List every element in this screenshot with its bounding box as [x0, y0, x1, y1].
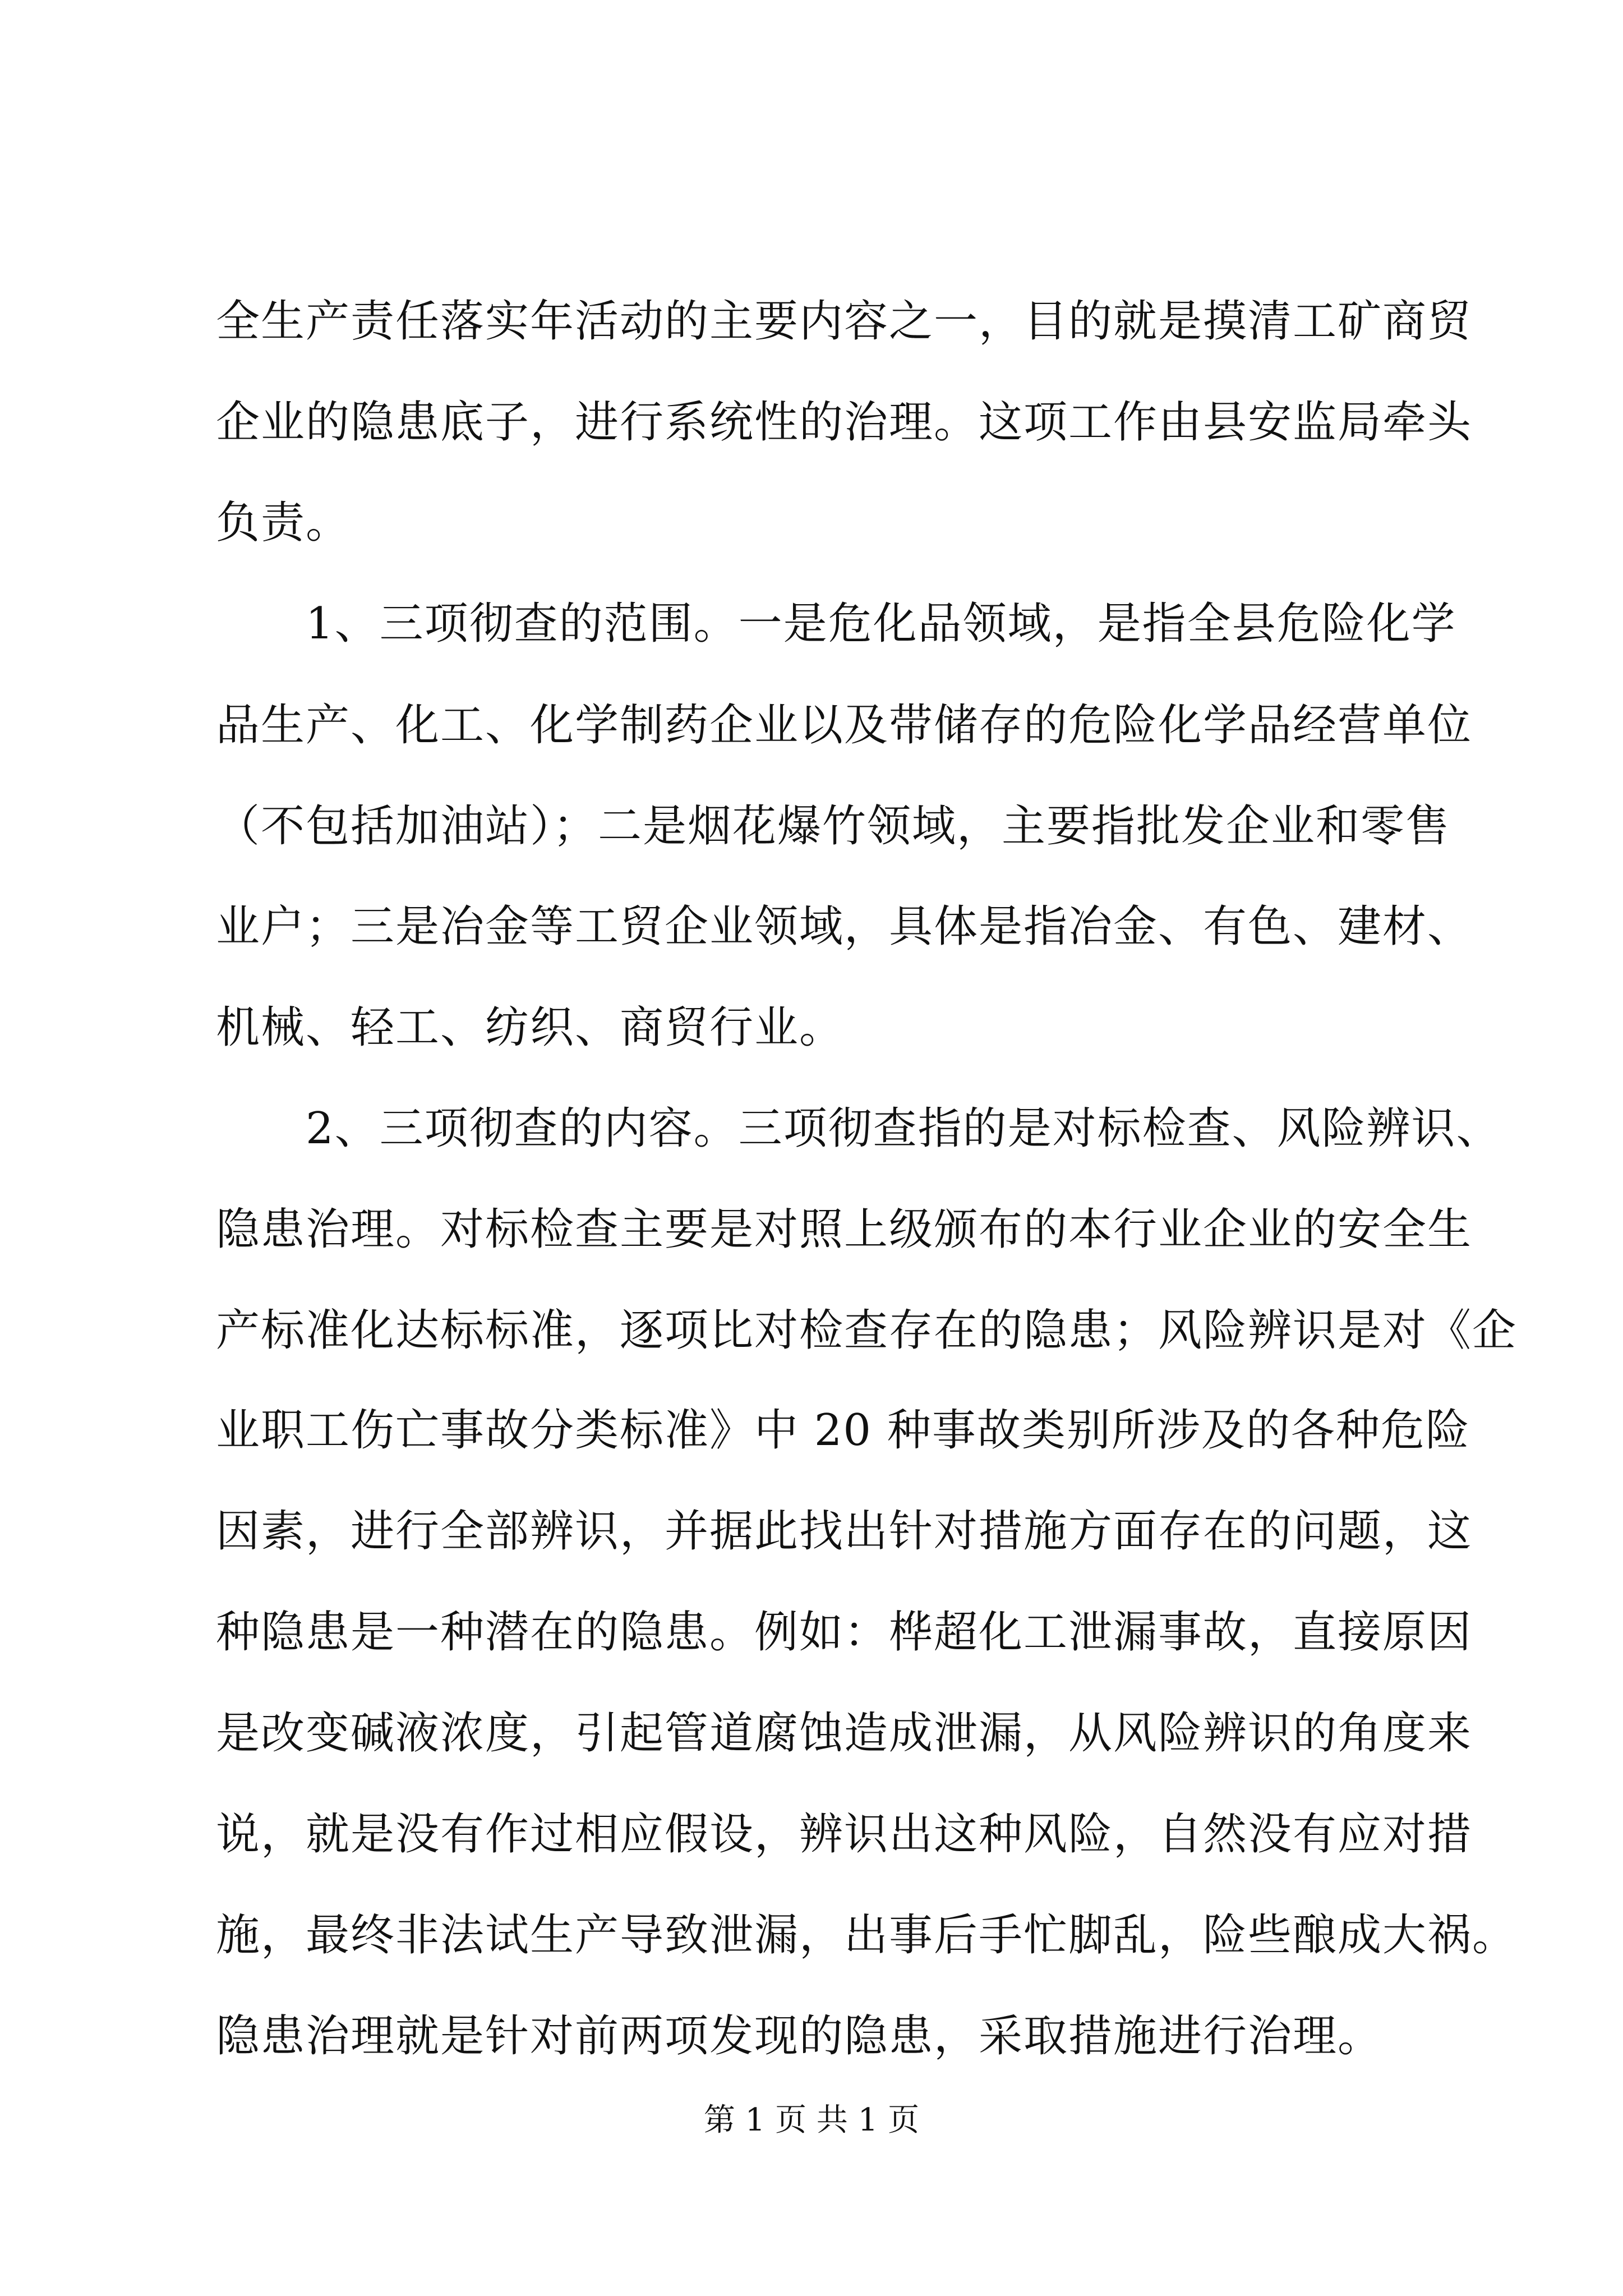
text-line: （不包括加油站）；二是烟花爆竹领域，主要指批发企业和零售: [216, 801, 1451, 852]
text-line: 全生产责任落实年活动的主要内容之一，目的就是摸清工矿商贸: [216, 296, 1473, 347]
paragraph-1-start: 1、三项彻查的范围。一是危化品领域，是指全县危险化学: [306, 599, 1456, 649]
text-line: 业职工伤亡事故分类标准》中 20 种事故类别所涉及的各种危险: [216, 1405, 1470, 1456]
text-line: 品生产、化工、化学制药企业以及带储存的危险化学品经营单位: [216, 700, 1473, 751]
paragraph-2-start: 2、三项彻查的内容。三项彻查指的是对标检查、风险辨识、: [306, 1103, 1501, 1154]
text-line: 机械、轻工、纺织、商贸行业。: [216, 1002, 845, 1053]
text-line: 施，最终非法试生产导致泄漏，出事后手忙脚乱，险些酿成大祸。: [216, 1910, 1518, 1961]
text-line: 隐患治理就是针对前两项发现的隐患，采取措施进行治理。: [216, 2011, 1383, 2062]
text-line: 种隐患是一种潜在的隐患。例如：桦超化工泄漏事故，直接原因: [216, 1607, 1473, 1658]
text-line: 负责。: [216, 498, 351, 548]
text-line: 隐患治理。对标检查主要是对照上级颁布的本行业企业的安全生: [216, 1204, 1473, 1255]
text-line: 说，就是没有作过相应假设，辨识出这种风险，自然没有应对措: [216, 1809, 1473, 1860]
text-line: 是改变碱液浓度，引起管道腐蚀造成泄漏，从风险辨识的角度来: [216, 1708, 1473, 1759]
text-line: 产标准化达标标准，逐项比对检查存在的隐患；风险辨识是对《企: [216, 1305, 1518, 1356]
text-line: 业户；三是冶金等工贸企业领域，具体是指冶金、有色、建材、: [216, 901, 1473, 952]
text-line: 因素，进行全部辨识，并据此找出针对措施方面存在的问题，这: [216, 1506, 1473, 1557]
page-number-footer: 第 1 页 共 1 页: [703, 2102, 920, 2138]
text-line: 企业的隐患底子，进行系统性的治理。这项工作由县安监局牵头: [216, 397, 1473, 448]
